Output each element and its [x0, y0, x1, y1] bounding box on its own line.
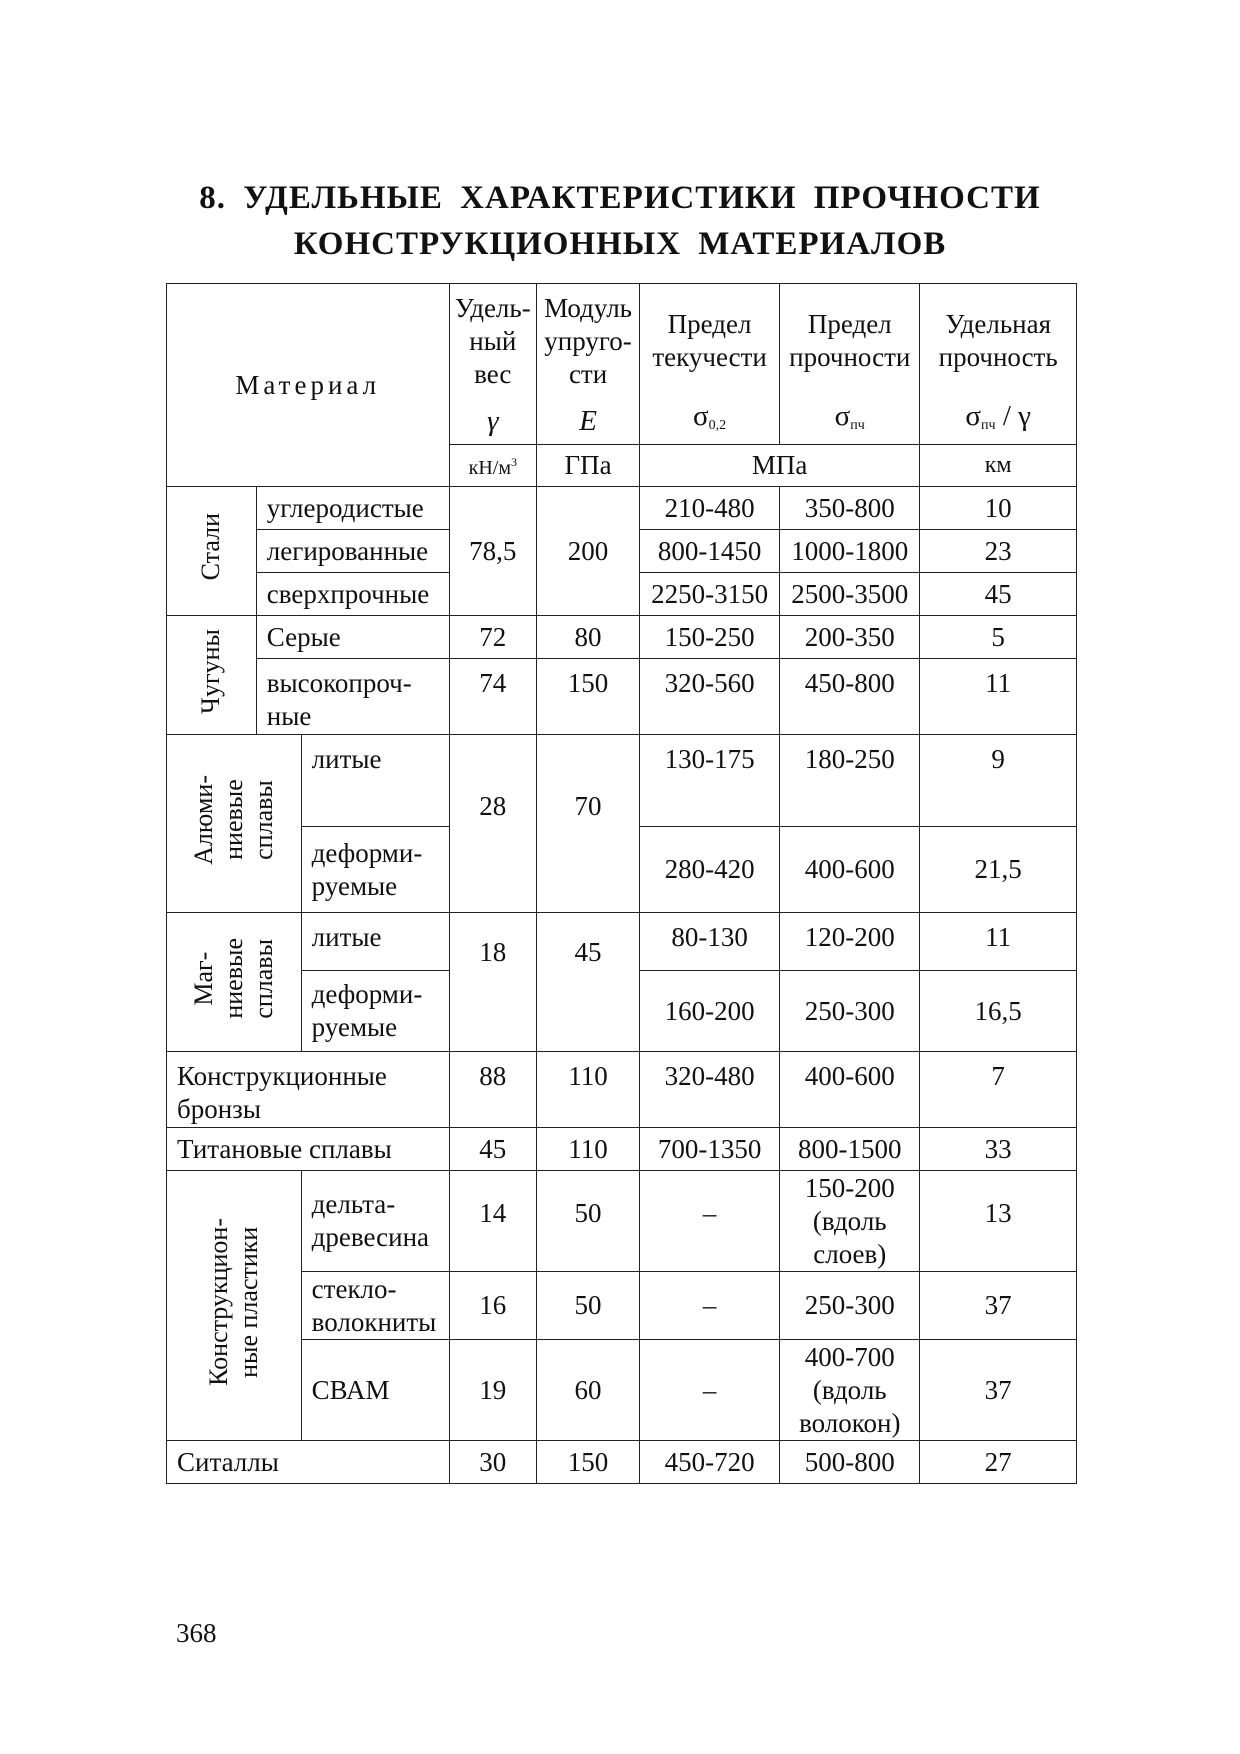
- group-cast-iron: [167, 616, 257, 735]
- header-weight: [449, 284, 537, 445]
- header-weight-symbol: γ: [487, 405, 499, 437]
- title-line-1: 8. УДЕЛЬНЫЕ ХАРАКТЕРИСТИКИ ПРОЧНОСТИ: [199, 180, 1041, 216]
- steel-carbon-strength: 350-800: [780, 487, 920, 530]
- titanium-weight: 45: [449, 1128, 537, 1171]
- unit-modulus: ГПа: [537, 445, 640, 487]
- iron-high-specific: 11: [920, 659, 1077, 735]
- iron-gray-yield: 150-250: [640, 616, 780, 659]
- header-yield-label: Предел текучести: [652, 309, 767, 372]
- steel-weight: 78,5: [449, 487, 537, 616]
- svam-specific: 37: [920, 1340, 1077, 1441]
- iron-gray-modulus: 80: [537, 616, 640, 659]
- iron-gray-weight: 72: [449, 616, 537, 659]
- mg-wrought-strength: 250-300: [780, 971, 920, 1052]
- header-yield-sub: 0,2: [708, 418, 727, 433]
- header-strength-symbol: [780, 400, 919, 442]
- mg-cast-specific: 11: [920, 913, 1077, 971]
- mg-wrought-yield: 160-200: [640, 971, 780, 1052]
- al-wrought-strength: 400-600: [780, 827, 920, 913]
- row-bronze-name: Конструкционные бронзы: [167, 1052, 450, 1128]
- delta-specific: 13: [920, 1171, 1077, 1272]
- title-line-2: КОНСТРУКЦИОННЫХ МАТЕРИАЛОВ: [293, 226, 947, 262]
- steel-carbon-yield: 210-480: [640, 487, 780, 530]
- bronze-weight: 88: [449, 1052, 537, 1128]
- iron-high-modulus: 150: [537, 659, 640, 735]
- group-magnesium: [167, 913, 302, 1052]
- delta-strength: 150-200 (вдоль слоев): [780, 1171, 920, 1272]
- mg-cast-yield: 80-130: [640, 913, 780, 971]
- row-iron-gray-name: Серые: [256, 616, 449, 659]
- header-specific-sigma: σ: [965, 400, 982, 432]
- row-iron-high-name: высокопроч- ные: [256, 659, 449, 735]
- header-specific-symbol: [920, 400, 1076, 442]
- titanium-modulus: 110: [537, 1128, 640, 1171]
- delta-modulus: 50: [537, 1171, 640, 1272]
- header-weight-label: Удель- ный вес: [454, 293, 531, 389]
- mg-wrought-modulus-empty: [537, 971, 640, 1052]
- group-steel-label: Стали: [196, 513, 226, 581]
- steel-alloy-strength: 1000-1800: [780, 530, 920, 573]
- group-plastics: [167, 1171, 302, 1441]
- al-wrought-yield: 280-420: [640, 827, 780, 913]
- header-material: Материал: [167, 284, 450, 487]
- al-modulus: 70: [537, 735, 640, 827]
- row-sitall-name: Ситаллы: [167, 1441, 450, 1484]
- header-specific: [920, 284, 1077, 445]
- svam-yield: –: [640, 1340, 780, 1441]
- row-delta-name: дельта- древесина: [301, 1171, 449, 1272]
- al-wrought-specific: 21,5: [920, 827, 1077, 913]
- header-strength: [780, 284, 920, 445]
- header-specific-tail: / γ: [995, 400, 1031, 432]
- steel-high-specific: 45: [920, 573, 1077, 616]
- steel-alloy-specific: 23: [920, 530, 1077, 573]
- row-al-wrought-name: деформи- руемые: [301, 827, 449, 913]
- row-svam-name: СВАМ: [301, 1340, 449, 1441]
- iron-gray-strength: 200-350: [780, 616, 920, 659]
- fiberglass-modulus: 50: [537, 1272, 640, 1340]
- group-plastics-label: Конструкцион- ные пластики: [203, 1217, 263, 1386]
- svam-strength: 400-700 (вдоль волокон): [780, 1340, 920, 1441]
- svam-modulus: 60: [537, 1340, 640, 1441]
- al-cast-yield: 130-175: [640, 735, 780, 827]
- titanium-strength: 800-1500: [780, 1128, 920, 1171]
- mg-wrought-specific: 16,5: [920, 971, 1077, 1052]
- iron-gray-specific: 5: [920, 616, 1077, 659]
- iron-high-yield: 320-560: [640, 659, 780, 735]
- svam-weight: 19: [449, 1340, 537, 1441]
- header-specific-sub: пч: [981, 418, 996, 433]
- bronze-strength: 400-600: [780, 1052, 920, 1128]
- header-modulus-label: Модуль упруго- сти: [544, 293, 632, 389]
- group-aluminum-label: Алюми- ниевые сплавы: [188, 774, 278, 865]
- header-modulus: [537, 284, 640, 445]
- row-titanium-name: Титановые сплавы: [167, 1128, 450, 1171]
- page-title: [0, 175, 1240, 267]
- bronze-yield: 320-480: [640, 1052, 780, 1128]
- header-strength-label: Предел прочности: [789, 309, 911, 372]
- group-cast-iron-label: Чугуны: [196, 628, 226, 714]
- header-strength-sigma: σ: [834, 400, 851, 432]
- sitall-strength: 500-800: [780, 1441, 920, 1484]
- steel-high-yield: 2250-3150: [640, 573, 780, 616]
- row-al-cast-name: литые: [301, 735, 449, 827]
- header-yield-symbol: [640, 400, 779, 442]
- page-number: 368: [176, 1618, 217, 1648]
- group-magnesium-label: Маг- ниевые сплавы: [188, 937, 278, 1019]
- mg-modulus: 45: [537, 913, 640, 971]
- mg-weight: 18: [449, 913, 537, 971]
- al-wrought-weight-empty: [449, 827, 537, 913]
- al-wrought-modulus-empty: [537, 827, 640, 913]
- fiberglass-yield: –: [640, 1272, 780, 1340]
- fiberglass-strength: 250-300: [780, 1272, 920, 1340]
- header-yield: [640, 284, 780, 445]
- mg-wrought-weight-empty: [449, 971, 537, 1052]
- unit-weight-sup: 3: [510, 455, 517, 469]
- steel-modulus: 200: [537, 487, 640, 616]
- header-strength-sub: пч: [850, 418, 865, 433]
- steel-carbon-specific: 10: [920, 487, 1077, 530]
- mg-cast-strength: 120-200: [780, 913, 920, 971]
- group-aluminum: [167, 735, 302, 913]
- iron-high-strength: 450-800: [780, 659, 920, 735]
- header-yield-sigma: σ: [693, 400, 709, 432]
- bronze-modulus: 110: [537, 1052, 640, 1128]
- row-steel-alloy-name: легированные: [256, 530, 449, 573]
- sitall-weight: 30: [449, 1441, 537, 1484]
- row-mg-wrought-name: деформи- руемые: [301, 971, 449, 1052]
- delta-yield: –: [640, 1171, 780, 1272]
- header-specific-label: Удельная прочность: [938, 309, 1058, 372]
- sitall-modulus: 150: [537, 1441, 640, 1484]
- row-fiberglass-name: стекло- волокниты: [301, 1272, 449, 1340]
- al-cast-strength: 180-250: [780, 735, 920, 827]
- header-modulus-symbol: E: [579, 405, 597, 437]
- unit-weight-text: кН/м: [468, 457, 511, 479]
- al-cast-specific: 9: [920, 735, 1077, 827]
- bronze-specific: 7: [920, 1052, 1077, 1128]
- iron-high-weight: 74: [449, 659, 537, 735]
- sitall-specific: 27: [920, 1441, 1077, 1484]
- unit-weight: [449, 445, 537, 487]
- row-steel-carbon-name: углеродистые: [256, 487, 449, 530]
- group-steel: [167, 487, 257, 616]
- sitall-yield: 450-720: [640, 1441, 780, 1484]
- unit-stress: МПа: [640, 445, 920, 487]
- steel-high-strength: 2500-3500: [780, 573, 920, 616]
- delta-weight: 14: [449, 1171, 537, 1272]
- titanium-yield: 700-1350: [640, 1128, 780, 1171]
- al-weight: 28: [449, 735, 537, 827]
- fiberglass-weight: 16: [449, 1272, 537, 1340]
- row-mg-cast-name: литые: [301, 913, 449, 971]
- fiberglass-specific: 37: [920, 1272, 1077, 1340]
- unit-specific: км: [920, 445, 1077, 487]
- titanium-specific: 33: [920, 1128, 1077, 1171]
- steel-alloy-yield: 800-1450: [640, 530, 780, 573]
- row-steel-high-name: сверхпрочные: [256, 573, 449, 616]
- materials-table: [166, 283, 1077, 1484]
